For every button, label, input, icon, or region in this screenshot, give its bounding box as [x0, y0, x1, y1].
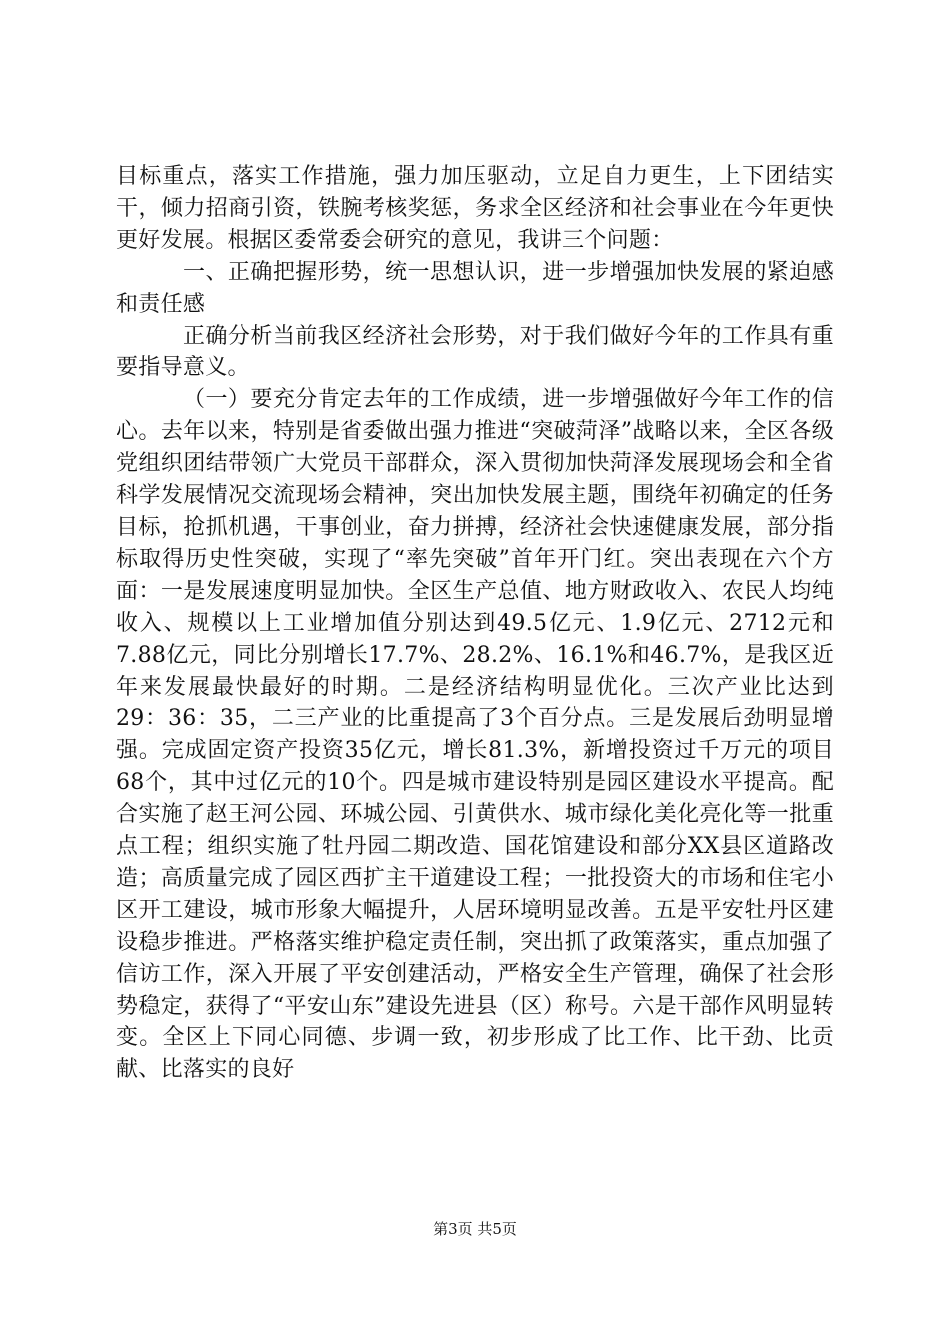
document-body — [116, 161, 834, 1086]
paragraph-situation-analysis: 正确分析当前我区经济社会形势，对于我们做好今年的工作具有重要指导意义。 — [116, 323, 834, 381]
page-footer: 第3页 共5页 — [433, 1220, 517, 1238]
section-heading-one: 一、正确把握形势，统一思想认识，进一步增强加快发展的紧迫感和责任感 — [116, 259, 834, 317]
paragraph-subsection-one: （一）要充分肯定去年的工作成绩，进一步增强做好今年工作的信心。去年以来，特别是省委做出强力推进“突破菏泽”战略以来，全区各级党组织团结带领广大党员干部群众，深入贯彻加快菏泽发展现场会和全省科学发展情况交流现场会精神，突出加快发展主题，围绕年初确定的任务目标，抢抓机遇，干事创业，奋力拼搏，经济社会快速健康发展，部分指标取得历史性突破，实现了“率先突破”首年开门红。突出表现在六个方面：一是发展速度明显加快。全区生产总值、地方财政收入、农民人均纯收入、规模以上工业增加值分别达到49.5亿元、1.9亿元、2712元和7.88亿元，同比分别增长17.7%、28.2%、16.1%和46.7%，是我区近年来发展最快最好的时期。二是经济结构明显优化。三次产业比达到29：36：35，二三产业的比重提高了3个百分点。三是发展后劲明显增强。完成固定资产投资35亿元，增长81.3%，新增投资过千万元的项目68个，其中过亿元的10个。四是城市建设特别是园区建设水平提高。配合实施了赵王河公园、环城公园、引黄供水、城市绿化美化亮化等一批重点工程；组织实施了牡丹园二期改造、国花馆建设和部分XX县区道路改造；高质量完成了园区西扩主干道建设工程；一批投资大的市场和住宅小区开工建设，城市形象大幅提升，人居环境明显改善。五是平安牡丹区建设稳步推进。严格落实维护稳定责任制，突出抓了政策落实，重点加强了信访工作，深入开展了平安创建活动，严格安全生产管理，确保了社会形势稳定，获得了“平安山东”建设先进县（区）称号。六是干部作风明显转变。全区上下同心同德、步调一致，初步形成了比工作、比干劲、比贡献、比落实的良好 — [116, 387, 834, 1083]
paragraph-intro-continued: 目标重点，落实工作措施，强力加压驱动，立足自力更生，上下团结实干，倾力招商引资，铁腕考核奖惩，务求全区经济和社会事业在今年更快更好发展。根据区委常委会研究的意见，我讲三个问题： — [116, 164, 834, 253]
